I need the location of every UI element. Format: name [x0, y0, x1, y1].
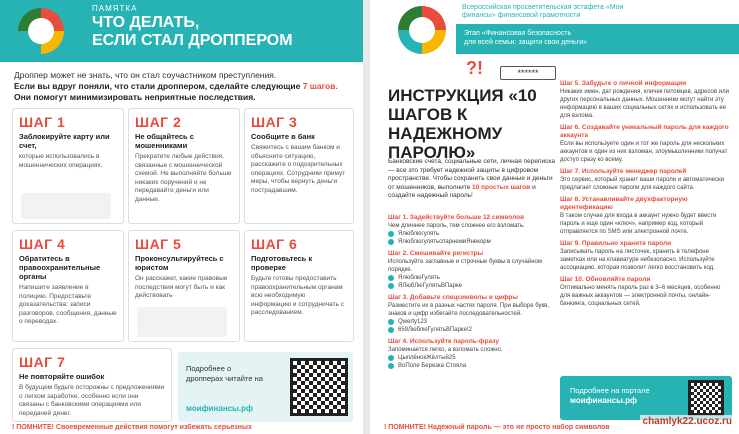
- left-footer: ! ПОМНИТЕ! Своевременные действия помогут избежать серьезных: [12, 424, 252, 431]
- project-band: [456, 24, 739, 54]
- step-body: В таком случае для входа в аккаунт нужно будет ввести пароль и еще один «ключ», например код, который отправляется по SMS или электронной почте.: [560, 213, 717, 235]
- financial-literacy-logo: [18, 8, 64, 54]
- step-heading: Проконсультируйтесь с юристом: [135, 254, 224, 272]
- example-item: ЯлюблюгулятьспарнемиЯнекорм: [388, 238, 556, 246]
- promo-text: Подробнее на портале: [570, 386, 650, 395]
- promo-text: Подробнее о дропперах читайте на: [186, 364, 263, 383]
- step-body: Он расскажет, какие правовые последствия могут быть и как действовать: [135, 275, 228, 299]
- step-card-4: [12, 230, 124, 342]
- step-heading: Шаг 1. Задействуйте больше 12 символов: [388, 214, 525, 221]
- step-body: Будьте готовы предоставить правоохранительным органам всю необходимую информацию и сотрудничать с расследованием.: [251, 275, 344, 316]
- leaflet-title: [92, 14, 293, 50]
- step-body: Используйте заглавные и строчные буквы в случайном порядке.: [388, 259, 543, 273]
- example-item: ВоПоле Березка Стояла: [388, 362, 556, 370]
- example-item: ЦыплёнокЖёлтый25: [388, 354, 556, 362]
- organization-text: Всероссийская просветительская эстафета «Мои финансы» финансовой грамотности: [462, 4, 624, 19]
- intro-line-1: Дроппер может не знать, что он стал соучастником преступления.: [14, 70, 277, 80]
- title-line-1: ЧТО ДЕЛАТЬ,: [92, 14, 200, 31]
- step-body: Разместите их в разных частях пароля. При выборе букв, знаков и цифр избегайте последовательностей.: [388, 303, 549, 317]
- exclamation-icon: ?!: [466, 58, 483, 78]
- right-leaflet: [370, 0, 739, 434]
- example-item: ЯЛюбЛюГулятьВПарке: [388, 282, 556, 290]
- left-intro: [14, 70, 354, 103]
- step-heading: Шаг 4. Используйте пароль-фразу: [388, 338, 499, 345]
- financial-literacy-logo: [398, 6, 446, 54]
- left-leaflet: [0, 0, 363, 434]
- step-heading: Не повторяйте ошибок: [19, 372, 105, 381]
- qr-code-icon[interactable]: [290, 358, 348, 416]
- example-item: Ялюблюгулять: [388, 230, 556, 238]
- step-body: В будущем будьте осторожны с предложениями о легком заработке, особенно если они связаны с банковскими операциями или передачей денег.: [19, 384, 165, 417]
- step-body: Запоминается легко, а взломать сложно.: [388, 347, 503, 353]
- step-heading: Шаг 10. Обновляйте пароли: [560, 276, 651, 283]
- step-body: Никаких имен, дат рождения, кличек питомцев, адресов или других персональных данных. Мошенники могут найти эту информацию в ваших социальных сетях и использовать ее для взлома.: [560, 89, 729, 119]
- step-heading: Не общайтесь с мошенниками: [135, 132, 194, 150]
- instruction-title: ИНСТРУКЦИЯ «10 ШАГОВ К НАДЕЖНОМУ ПАРОЛЮ»: [388, 86, 537, 162]
- leaflet-tag: ПАМЯТКА: [92, 4, 138, 13]
- step-number: ШАГ 1: [19, 114, 66, 130]
- example-item: ЯлюблюГулять: [388, 274, 556, 282]
- step-heading: Подготовьтесь к проверке: [251, 254, 313, 272]
- step-card-5: [128, 230, 240, 342]
- step-heading: Шаг 2. Смешивайте регистры: [388, 250, 484, 257]
- step-body: Записывать пароль на листочек, хранить в телефоне заметках или на клавиатуре небезопасно. Используйте ассоциацию, которая позволит легко восстановить код.: [560, 249, 715, 271]
- step-heading: Шаг 5. Забудьте о личной информации: [560, 80, 687, 87]
- step-heading: Шаг 9. Правильно храните пароли: [560, 240, 672, 247]
- step-body: Это сервис, который хранит ваши пароли и автоматически предлагает сложные пароли для каждого сайта.: [560, 177, 725, 191]
- step-heading: Шаг 8. Устанавливайте двухфакторную идентификацию: [560, 196, 688, 211]
- right-header: [370, 0, 739, 58]
- intro-line-3: Они помогут минимизировать неприятные последствия.: [14, 92, 256, 102]
- title-line-2: ЕСЛИ СТАЛ ДРОППЕРОМ: [92, 32, 293, 49]
- step-number: ШАГ 3: [251, 114, 298, 130]
- step-heading: Сообщите в банк: [251, 132, 315, 141]
- right-intro: Банковские счета, социальные сети, личная переписка — все это требует надежной защиты в цифровом пространстве. Чтобы сохранить свои данные и деньги от мошенников, выполните 10 простых шагов и создайте надежный пароль!: [388, 158, 555, 199]
- promo-link[interactable]: моифинансы.рф: [570, 396, 638, 405]
- step-heading: Шаг 7. Используйте менеджер паролей: [560, 168, 687, 175]
- step-card-6: [244, 230, 354, 342]
- steps-column-left: [388, 210, 556, 370]
- promo-link[interactable]: моифинансы.рф: [186, 404, 254, 413]
- step-number: ШАГ 5: [135, 236, 182, 252]
- step-number: ШАГ 6: [251, 236, 298, 252]
- card-illustration: [21, 193, 111, 219]
- step-heading: Заблокируйте карту или счет,: [19, 132, 110, 150]
- step-body: Напишите заявление в полицию. Предоставьте доказательства: записи разговоров, сообщения, данные о переводах.: [19, 284, 117, 325]
- gavel-illustration: [137, 307, 227, 337]
- project-title: Этап «Финансовая безопасность для всей семьи: защити свои деньги»: [464, 30, 588, 46]
- step-body: Если вы используете один и тот же пароль для нескольких аккаунтов и один из них взломан, злоумышленники получат доступ сразу ко всему.: [560, 141, 728, 163]
- step-card-3: [244, 108, 354, 224]
- step-heading: Обратитесь в правоохранительные органы: [19, 254, 101, 281]
- step-body: Чем длиннее пароль, тем сложнее его взломать.: [388, 223, 525, 229]
- site-watermark: chamlyk22.ucoz.ru: [640, 415, 735, 428]
- step-body: которые использовались в мошеннических операциях.: [19, 153, 103, 169]
- step-heading: Шаг 6. Создавайте уникальный пароль для каждого аккаунта: [560, 124, 729, 139]
- qr-code-icon[interactable]: [688, 380, 724, 416]
- step-card-7: [12, 348, 172, 422]
- right-footer: ! ПОМНИТЕ! Надежный пароль — это не просто набор символов: [384, 424, 610, 431]
- example-item: 659ЛюблюГулятьВПарке!2: [388, 326, 556, 334]
- step-number: ШАГ 4: [19, 236, 66, 252]
- intro-line-2: Если вы вдруг поняли, что стали дроппером, сделайте следующие 7 шагов.: [14, 81, 338, 91]
- step-body: Прекратите любые действия, связанные с мошеннической схемой. Не выполняйте больше никаких поручений и не передавайте деньги или данные.: [135, 153, 232, 203]
- step-body: Свяжитесь с вашим банком и объясните ситуацию, расскажите о подозрительных операциях. Сотрудники примут меры, чтобы вернуть деньги пострадавшим.: [251, 144, 346, 194]
- step-card-2: [128, 108, 240, 224]
- step-heading: Шаг 3. Добавьте спецсимволы и цифры: [388, 294, 518, 301]
- step-number: ШАГ 2: [135, 114, 182, 130]
- password-field-illustration: ******: [500, 66, 556, 80]
- step-number: ШАГ 7: [19, 354, 66, 370]
- steps-column-right: [560, 76, 732, 308]
- step-body: Оптимально менять пароль раз в 3–6 месяцев, особенно для важных аккаунтов — электронной почты, онлайн-банкинга, социальных сетей.: [560, 285, 721, 307]
- step-card-1: [12, 108, 124, 224]
- example-item: Qwerty123: [388, 318, 556, 326]
